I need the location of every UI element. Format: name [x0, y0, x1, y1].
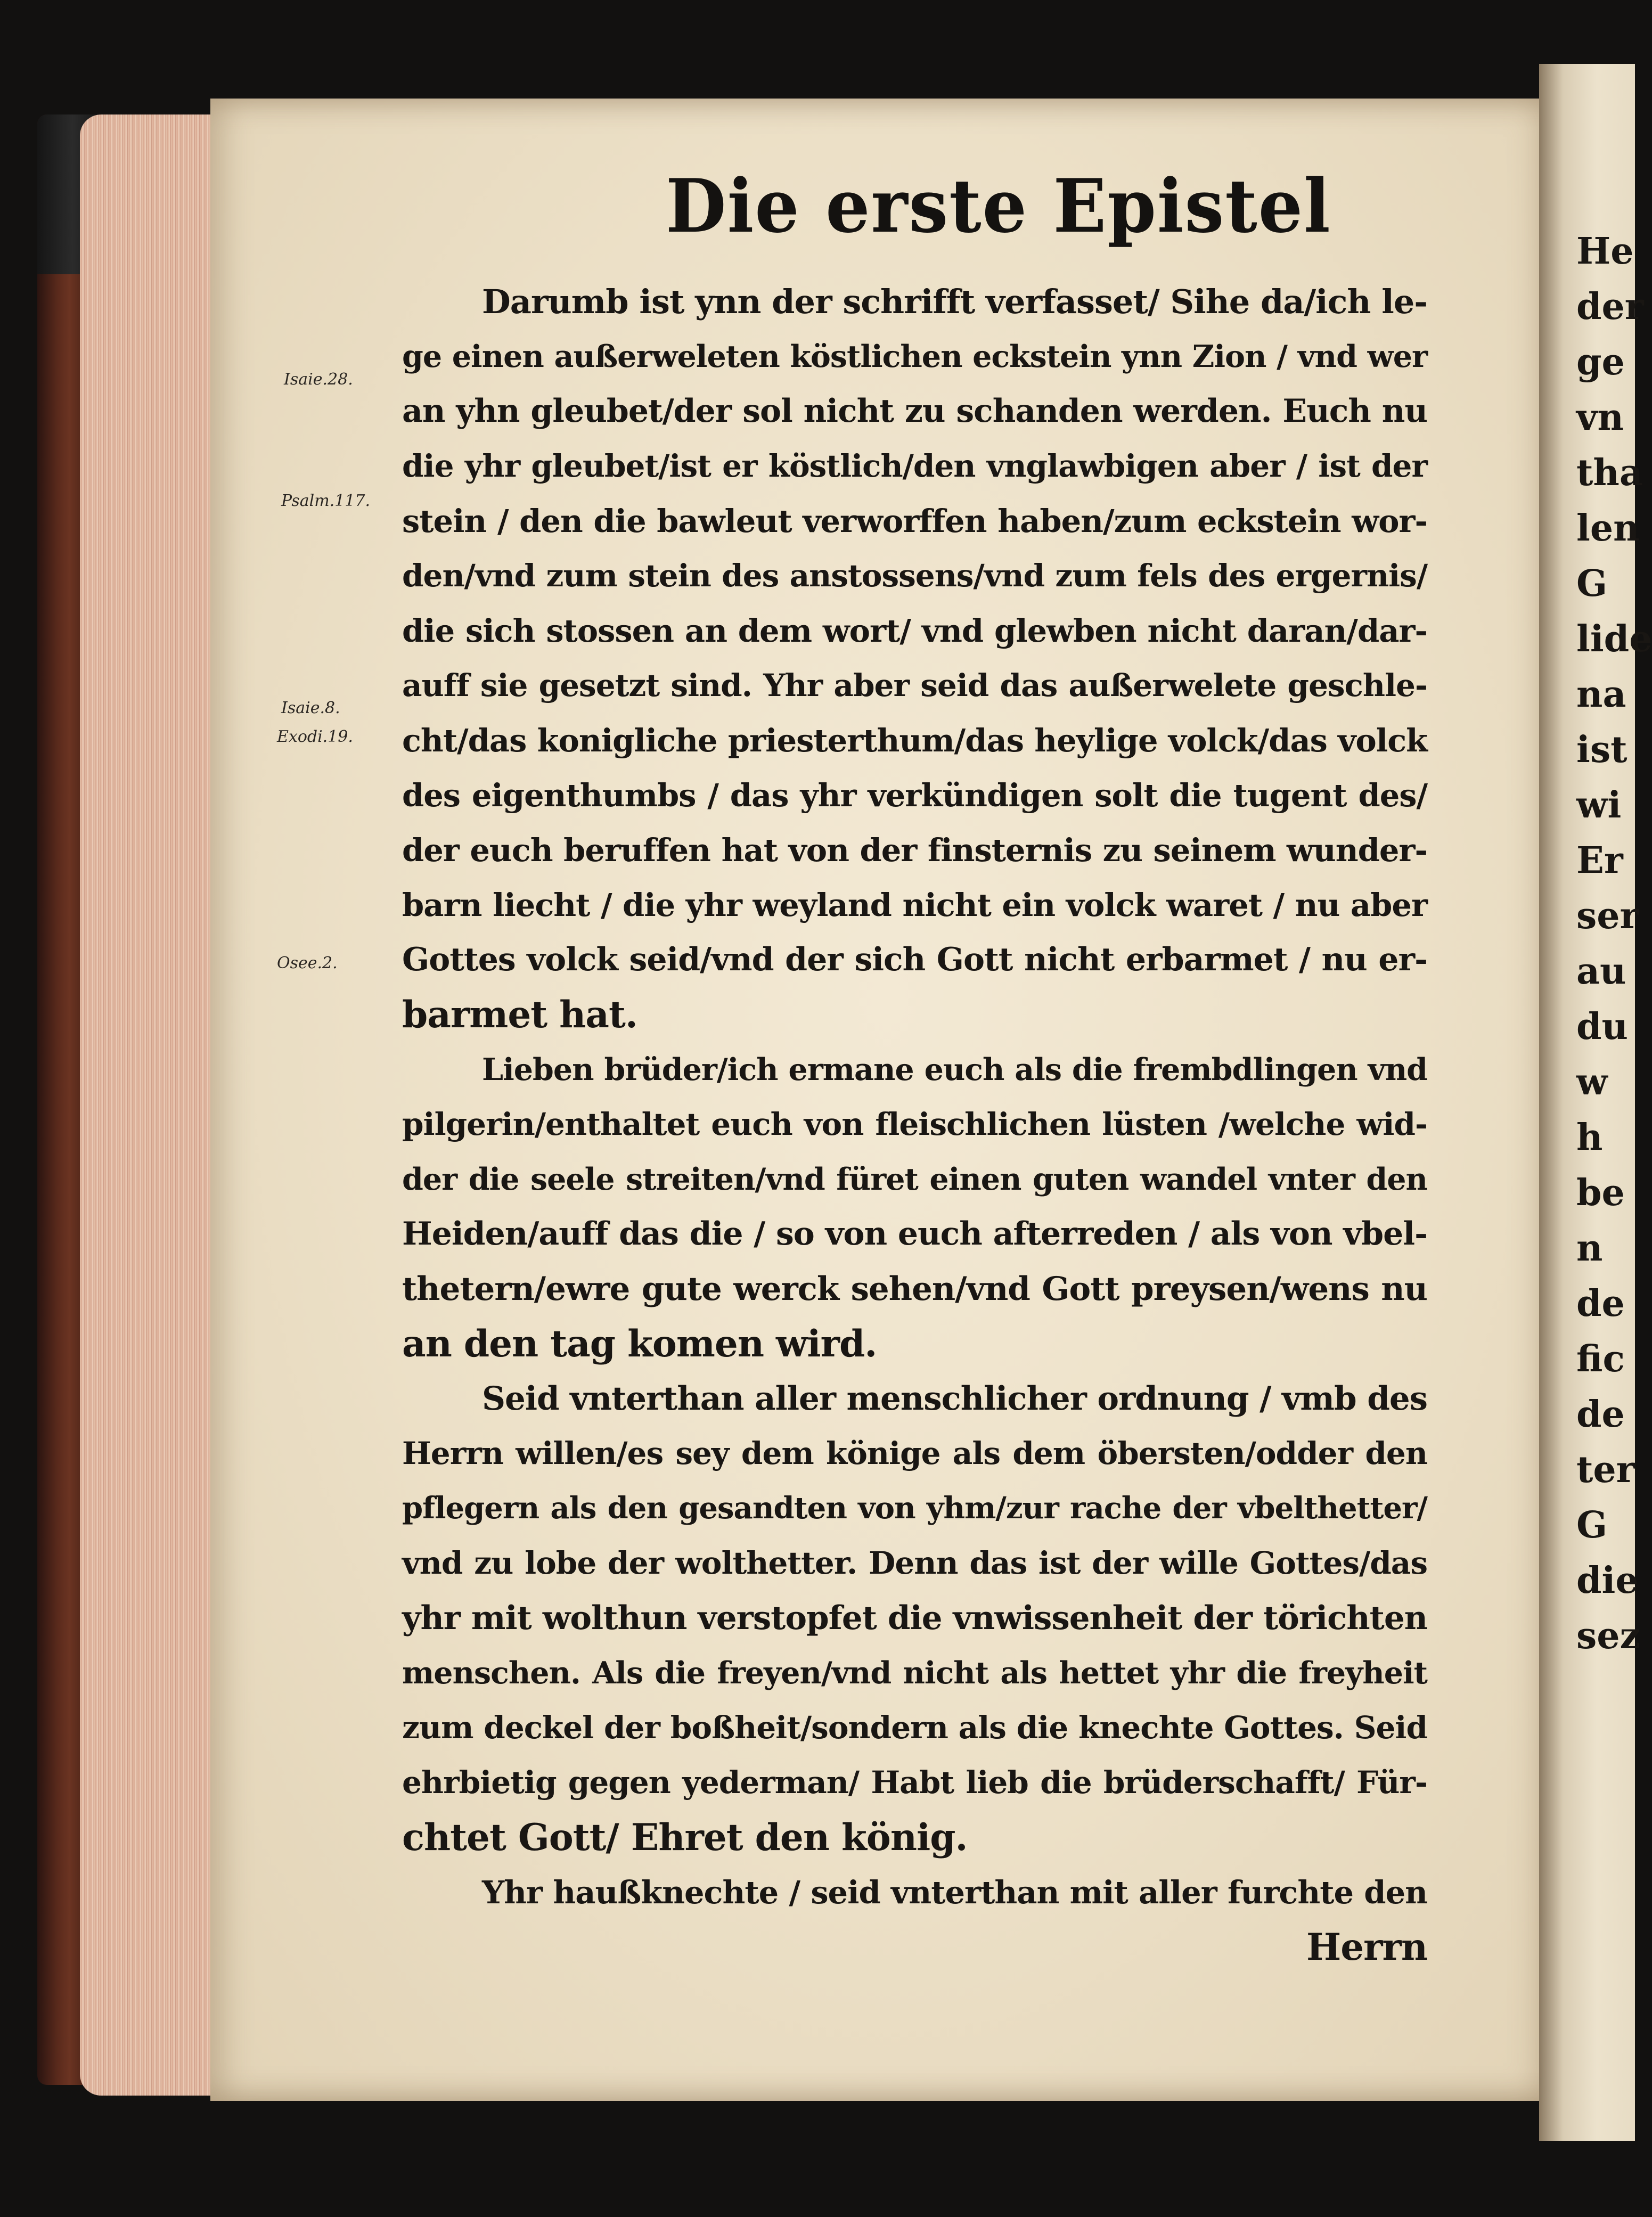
text-line: an yhn gleubet/der sol nicht zu schanden werden. Euch nu: [402, 392, 1427, 430]
text-line: barn liecht / die yhr weyland nicht ein volck waret / nu aber: [402, 887, 1427, 923]
text-line: den/vnd zum stein des anstossens/vnd zum fels des ergernis/: [402, 558, 1427, 594]
text-line: vnd zu lobe der wolthetter. Denn das ist der wille Gottes/das: [402, 1545, 1427, 1581]
facing-page-fragment: tha: [1576, 452, 1643, 494]
facing-page-fragment: de: [1576, 1393, 1625, 1436]
margin-note-isaiah-28: Isaie.28.: [284, 370, 353, 389]
body-text: [402, 274, 1427, 1975]
facing-page-fragment: au: [1576, 950, 1626, 993]
text-line: Heiden/auff das die / so von euch afterreden / als von vbel-: [402, 1215, 1427, 1253]
text-line: thetern/ewre gute werck sehen/vnd Gott preysen/wens nu: [402, 1270, 1427, 1308]
margin-note-psalm-117: Psalm.117.: [281, 492, 371, 510]
text-line: stein / den die bawleut verworffen haben/zum eckstein wor-: [402, 503, 1427, 539]
facing-page-fragment: n: [1576, 1227, 1603, 1270]
text-line: yhr mit wolthun verstopfet die vnwissenheit der törichten: [402, 1599, 1427, 1637]
text-line: Darumb ist ynn der schrifft verfasset/ Sihe da/ich le-: [482, 282, 1427, 321]
text-line: pflegern als den gesandten von yhm/zur rache der vbelthetter/: [402, 1491, 1427, 1526]
facing-page-fragment: na: [1576, 673, 1626, 716]
margin-note-exodus-19: Exodi.19.: [277, 727, 353, 746]
text-line: des eigenthumbs / das yhr verkündigen solt die tugent des/: [402, 777, 1427, 814]
text-line: Seid vnterthan aller menschlicher ordnung / vmb des: [482, 1380, 1427, 1418]
text-line: der euch beruffen hat von der finsternis zu seinem wunder-: [402, 832, 1427, 869]
facing-page-fragment: Er: [1576, 839, 1623, 882]
facing-page-fragment: du: [1576, 1005, 1628, 1048]
text-line: cht/das konigliche priesterthum/das heylige volck/das volck: [402, 722, 1427, 759]
facing-page-fragment: h: [1576, 1116, 1603, 1159]
text-line: Yhr haußknechte / seid vnterthan mit aller furchte den: [482, 1874, 1427, 1911]
text-line: ehrbietig gegen yederman/ Habt lieb die brüderschafft/ Für-: [402, 1764, 1427, 1801]
facing-page-fragment: vn: [1576, 396, 1624, 439]
margin-note-isaiah-8: Isaie.8.: [281, 699, 340, 717]
facing-page-fragment: G: [1576, 562, 1608, 605]
text-line: die yhr gleubet/ist er köstlich/den vnglawbigen aber / ist der: [402, 448, 1427, 484]
page-edges: [80, 114, 216, 2096]
catchword: Herrn: [1306, 1926, 1427, 1969]
text-line: Lieben brüder/ich ermane euch als die frembdlingen vnd: [482, 1052, 1427, 1087]
facing-page-fragment: lide: [1576, 618, 1652, 660]
facing-page-fragment: G: [1576, 1504, 1608, 1547]
text-line: barmet hat.: [402, 993, 637, 1036]
text-line: Herrn willen/es sey dem könige als dem öbersten/odder den: [402, 1435, 1427, 1471]
facing-page-fragment: ser: [1576, 895, 1639, 937]
facing-page-fragment: ter: [1576, 1449, 1635, 1491]
facing-page-fragment: wi: [1576, 784, 1622, 827]
facing-page-fragment: ist: [1576, 729, 1628, 771]
facing-page-fragment: len: [1576, 507, 1640, 550]
text-line: menschen. Als die freyen/vnd nicht als hettet yhr die freyheit: [402, 1655, 1427, 1691]
text-line: Gottes volck seid/vnd der sich Gott nicht erbarmet / nu er-: [402, 941, 1427, 978]
facing-page-fragment: sez: [1576, 1615, 1641, 1657]
text-line: auff sie gesetzt sind. Yhr aber seid das außerwelete geschle-: [402, 667, 1427, 703]
text-line: ge einen außerweleten köstlichen eckstein ynn Zion / vnd wer: [402, 339, 1427, 374]
text-line: chtet Gott/ Ehret den könig.: [402, 1816, 968, 1859]
text-line: der die seele streiten/vnd füret einen guten wandel vnter den: [402, 1161, 1427, 1197]
facing-page-fragment: w: [1576, 1061, 1608, 1103]
facing-page-fragment: der: [1576, 285, 1644, 328]
margin-note-hosea-2: Osee.2.: [277, 954, 338, 972]
facing-page-fragment: ge: [1576, 341, 1625, 383]
facing-page-fragment: die: [1576, 1559, 1639, 1602]
facing-page-fragment: He: [1576, 230, 1634, 273]
running-title: Die erste Epistel: [666, 162, 1331, 249]
text-line: zum deckel der boßheit/sondern als die knechte Gottes. Seid: [402, 1709, 1427, 1746]
facing-page-text: [1576, 224, 1652, 1664]
facing-page-fragment: be: [1576, 1172, 1625, 1214]
facing-page-fragment: fic: [1576, 1338, 1625, 1380]
text-line: die sich stossen an dem wort/ vnd glewben nicht daran/dar-: [402, 612, 1427, 649]
text-line: pilgerin/enthaltet euch von fleischlichen lüsten /welche wid-: [402, 1106, 1427, 1142]
facing-page-fragment: de: [1576, 1282, 1625, 1325]
text-line: an den tag komen wird.: [402, 1322, 877, 1365]
